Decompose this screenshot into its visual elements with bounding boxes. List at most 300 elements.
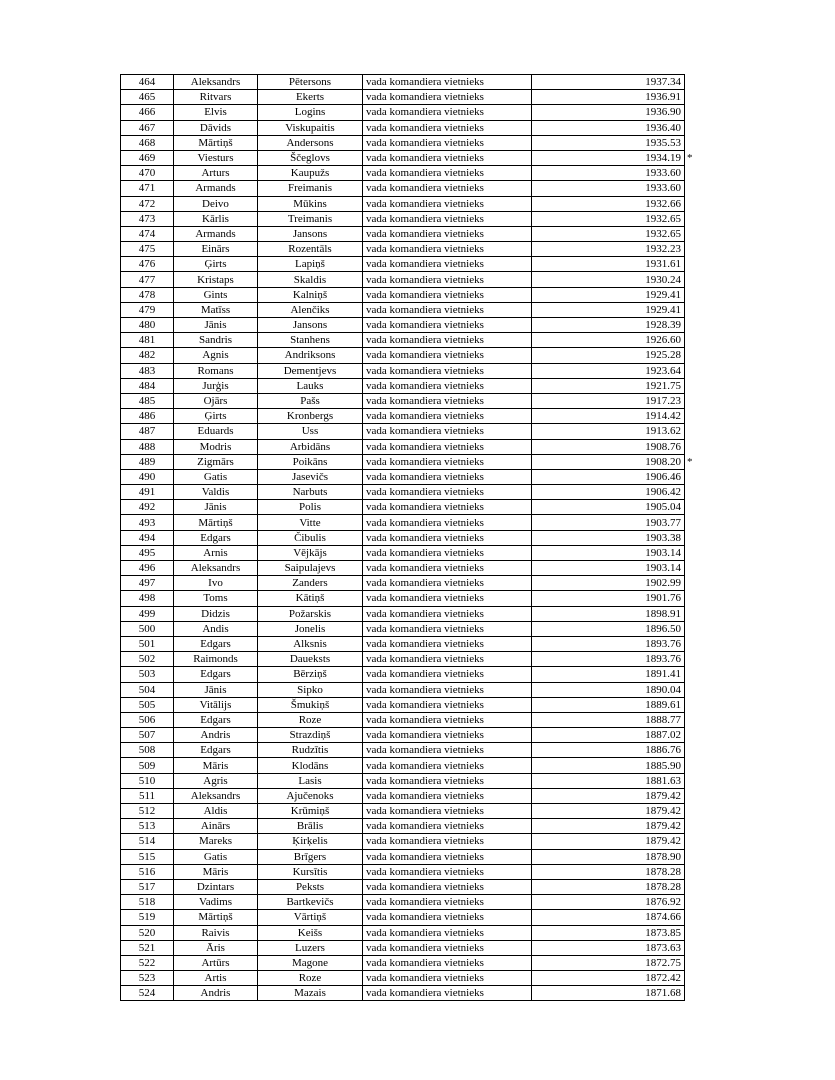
position-cell: vada komandiera vietnieks — [363, 211, 532, 226]
first-name-cell: Kārlis — [174, 211, 258, 226]
footnote-mark — [685, 181, 696, 196]
rank-number-cell: 489 — [121, 454, 174, 469]
last-name-cell: Lapiņš — [258, 257, 363, 272]
position-cell: vada komandiera vietnieks — [363, 348, 532, 363]
score-cell: 1873.85 — [532, 925, 685, 940]
rank-number-cell: 466 — [121, 105, 174, 120]
position-cell: vada komandiera vietnieks — [363, 181, 532, 196]
table-row — [121, 211, 696, 226]
first-name-cell: Jurģis — [174, 378, 258, 393]
score-cell: 1923.64 — [532, 363, 685, 378]
first-name-cell: Gints — [174, 287, 258, 302]
score-cell: 1871.68 — [532, 986, 685, 1001]
last-name-cell: Peksts — [258, 879, 363, 894]
score-cell: 1901.76 — [532, 591, 685, 606]
rank-number-cell: 514 — [121, 834, 174, 849]
rank-number-cell: 484 — [121, 378, 174, 393]
position-cell: vada komandiera vietnieks — [363, 120, 532, 135]
rank-number-cell: 512 — [121, 804, 174, 819]
first-name-cell: Arturs — [174, 166, 258, 181]
last-name-cell: Poikāns — [258, 454, 363, 469]
position-cell: vada komandiera vietnieks — [363, 196, 532, 211]
position-cell: vada komandiera vietnieks — [363, 409, 532, 424]
last-name-cell: Andriksons — [258, 348, 363, 363]
table-row — [121, 469, 696, 484]
footnote-mark — [685, 363, 696, 378]
last-name-cell: Treimanis — [258, 211, 363, 226]
last-name-cell: Ajučenoks — [258, 788, 363, 803]
first-name-cell: Raimonds — [174, 652, 258, 667]
table-row — [121, 971, 696, 986]
rank-number-cell: 467 — [121, 120, 174, 135]
first-name-cell: Jānis — [174, 318, 258, 333]
rank-number-cell: 504 — [121, 682, 174, 697]
table-row — [121, 196, 696, 211]
position-cell: vada komandiera vietnieks — [363, 166, 532, 181]
footnote-mark — [685, 682, 696, 697]
score-cell: 1932.65 — [532, 226, 685, 241]
ranking-sheet — [120, 74, 696, 1001]
footnote-mark — [685, 758, 696, 773]
footnote-mark — [685, 75, 696, 90]
score-cell: 1933.60 — [532, 181, 685, 196]
first-name-cell: Andris — [174, 728, 258, 743]
rank-number-cell: 509 — [121, 758, 174, 773]
position-cell: vada komandiera vietnieks — [363, 955, 532, 970]
position-cell: vada komandiera vietnieks — [363, 75, 532, 90]
position-cell: vada komandiera vietnieks — [363, 591, 532, 606]
rank-number-cell: 486 — [121, 409, 174, 424]
rank-number-cell: 493 — [121, 515, 174, 530]
footnote-mark — [685, 804, 696, 819]
last-name-cell: Lasis — [258, 773, 363, 788]
last-name-cell: Stanhens — [258, 333, 363, 348]
footnote-mark — [685, 439, 696, 454]
position-cell: vada komandiera vietnieks — [363, 135, 532, 150]
first-name-cell: Gatis — [174, 849, 258, 864]
last-name-cell: Logins — [258, 105, 363, 120]
table-row — [121, 120, 696, 135]
position-cell: vada komandiera vietnieks — [363, 424, 532, 439]
last-name-cell: Andersons — [258, 135, 363, 150]
table-row — [121, 652, 696, 667]
footnote-mark — [685, 485, 696, 500]
rank-number-cell: 478 — [121, 287, 174, 302]
ranking-table-body — [121, 75, 696, 1001]
rank-number-cell: 506 — [121, 712, 174, 727]
table-row — [121, 90, 696, 105]
first-name-cell: Artūrs — [174, 955, 258, 970]
rank-number-cell: 521 — [121, 940, 174, 955]
score-cell: 1936.90 — [532, 105, 685, 120]
footnote-mark — [685, 895, 696, 910]
footnote-mark — [685, 287, 696, 302]
first-name-cell: Aldis — [174, 804, 258, 819]
table-row — [121, 606, 696, 621]
score-cell: 1893.76 — [532, 636, 685, 651]
first-name-cell: Edgars — [174, 530, 258, 545]
position-cell: vada komandiera vietnieks — [363, 819, 532, 834]
rank-number-cell: 482 — [121, 348, 174, 363]
footnote-mark — [685, 105, 696, 120]
position-cell: vada komandiera vietnieks — [363, 788, 532, 803]
first-name-cell: Mareks — [174, 834, 258, 849]
score-cell: 1929.41 — [532, 287, 685, 302]
score-cell: 1888.77 — [532, 712, 685, 727]
first-name-cell: Dāvids — [174, 120, 258, 135]
score-cell: 1902.99 — [532, 576, 685, 591]
score-cell: 1879.42 — [532, 804, 685, 819]
last-name-cell: Kursītis — [258, 864, 363, 879]
last-name-cell: Čibulis — [258, 530, 363, 545]
first-name-cell: Deivo — [174, 196, 258, 211]
position-cell: vada komandiera vietnieks — [363, 682, 532, 697]
rank-number-cell: 483 — [121, 363, 174, 378]
first-name-cell: Dzintars — [174, 879, 258, 894]
footnote-mark — [685, 849, 696, 864]
footnote-mark — [685, 196, 696, 211]
table-row — [121, 257, 696, 272]
last-name-cell: Lauks — [258, 378, 363, 393]
position-cell: vada komandiera vietnieks — [363, 910, 532, 925]
table-row — [121, 561, 696, 576]
first-name-cell: Einārs — [174, 242, 258, 257]
rank-number-cell: 501 — [121, 636, 174, 651]
table-row — [121, 788, 696, 803]
last-name-cell: Mūkins — [258, 196, 363, 211]
footnote-mark — [685, 652, 696, 667]
first-name-cell: Ojārs — [174, 393, 258, 408]
table-row — [121, 804, 696, 819]
position-cell: vada komandiera vietnieks — [363, 485, 532, 500]
score-cell: 1889.61 — [532, 697, 685, 712]
table-row — [121, 287, 696, 302]
last-name-cell: Zanders — [258, 576, 363, 591]
score-cell: 1932.66 — [532, 196, 685, 211]
table-row — [121, 910, 696, 925]
table-row — [121, 879, 696, 894]
last-name-cell: Skaldis — [258, 272, 363, 287]
score-cell: 1931.61 — [532, 257, 685, 272]
first-name-cell: Andris — [174, 986, 258, 1001]
footnote-mark — [685, 743, 696, 758]
footnote-mark — [685, 925, 696, 940]
last-name-cell: Dementjevs — [258, 363, 363, 378]
score-cell: 1886.76 — [532, 743, 685, 758]
footnote-mark — [685, 469, 696, 484]
first-name-cell: Sandris — [174, 333, 258, 348]
position-cell: vada komandiera vietnieks — [363, 606, 532, 621]
first-name-cell: Edgars — [174, 636, 258, 651]
table-row — [121, 545, 696, 560]
position-cell: vada komandiera vietnieks — [363, 728, 532, 743]
footnote-mark — [685, 576, 696, 591]
score-cell: 1879.42 — [532, 819, 685, 834]
position-cell: vada komandiera vietnieks — [363, 864, 532, 879]
table-row — [121, 667, 696, 682]
footnote-mark — [685, 636, 696, 651]
table-row — [121, 363, 696, 378]
table-row — [121, 712, 696, 727]
footnote-mark — [685, 409, 696, 424]
table-row — [121, 591, 696, 606]
rank-number-cell: 496 — [121, 561, 174, 576]
footnote-mark — [685, 226, 696, 241]
rank-number-cell: 475 — [121, 242, 174, 257]
table-row — [121, 75, 696, 90]
footnote-mark — [685, 393, 696, 408]
position-cell: vada komandiera vietnieks — [363, 971, 532, 986]
last-name-cell: Klodāns — [258, 758, 363, 773]
score-cell: 1890.04 — [532, 682, 685, 697]
first-name-cell: Kristaps — [174, 272, 258, 287]
last-name-cell: Vējkājs — [258, 545, 363, 560]
position-cell: vada komandiera vietnieks — [363, 636, 532, 651]
position-cell: vada komandiera vietnieks — [363, 652, 532, 667]
table-row — [121, 439, 696, 454]
first-name-cell: Arnis — [174, 545, 258, 560]
rank-number-cell: 488 — [121, 439, 174, 454]
table-row — [121, 302, 696, 317]
first-name-cell: Artis — [174, 971, 258, 986]
table-row — [121, 697, 696, 712]
table-row — [121, 819, 696, 834]
footnote-mark — [685, 728, 696, 743]
footnote-mark — [685, 591, 696, 606]
first-name-cell: Armands — [174, 181, 258, 196]
last-name-cell: Pētersons — [258, 75, 363, 90]
table-row — [121, 530, 696, 545]
footnote-mark — [685, 712, 696, 727]
footnote-mark — [685, 879, 696, 894]
rank-number-cell: 507 — [121, 728, 174, 743]
footnote-mark — [685, 272, 696, 287]
score-cell: 1878.28 — [532, 879, 685, 894]
position-cell: vada komandiera vietnieks — [363, 378, 532, 393]
rank-number-cell: 518 — [121, 895, 174, 910]
first-name-cell: Didzis — [174, 606, 258, 621]
rank-number-cell: 508 — [121, 743, 174, 758]
ranking-table — [120, 74, 696, 1001]
position-cell: vada komandiera vietnieks — [363, 697, 532, 712]
score-cell: 1893.76 — [532, 652, 685, 667]
first-name-cell: Jānis — [174, 682, 258, 697]
position-cell: vada komandiera vietnieks — [363, 879, 532, 894]
position-cell: vada komandiera vietnieks — [363, 986, 532, 1001]
position-cell: vada komandiera vietnieks — [363, 545, 532, 560]
last-name-cell: Bērziņš — [258, 667, 363, 682]
last-name-cell: Požarskis — [258, 606, 363, 621]
rank-number-cell: 470 — [121, 166, 174, 181]
first-name-cell: Modris — [174, 439, 258, 454]
first-name-cell: Edgars — [174, 667, 258, 682]
last-name-cell: Sipko — [258, 682, 363, 697]
score-cell: 1878.90 — [532, 849, 685, 864]
last-name-cell: Polis — [258, 500, 363, 515]
score-cell: 1921.75 — [532, 378, 685, 393]
first-name-cell: Viesturs — [174, 150, 258, 165]
table-row — [121, 378, 696, 393]
score-cell: 1908.20 — [532, 454, 685, 469]
table-row — [121, 166, 696, 181]
score-cell: 1898.91 — [532, 606, 685, 621]
position-cell: vada komandiera vietnieks — [363, 925, 532, 940]
table-row — [121, 181, 696, 196]
last-name-cell: Jasevičs — [258, 469, 363, 484]
table-row — [121, 864, 696, 879]
first-name-cell: Raivis — [174, 925, 258, 940]
last-name-cell: Ekerts — [258, 90, 363, 105]
footnote-mark: * — [687, 455, 693, 468]
rank-number-cell: 494 — [121, 530, 174, 545]
first-name-cell: Ritvars — [174, 90, 258, 105]
score-cell: 1937.34 — [532, 75, 685, 90]
first-name-cell: Mārtiņš — [174, 910, 258, 925]
score-cell: 1926.60 — [532, 333, 685, 348]
footnote-mark — [685, 166, 696, 181]
score-cell: 1914.42 — [532, 409, 685, 424]
score-cell: 1881.63 — [532, 773, 685, 788]
last-name-cell: Magone — [258, 955, 363, 970]
score-cell: 1878.28 — [532, 864, 685, 879]
score-cell: 1879.42 — [532, 788, 685, 803]
footnote-mark — [685, 606, 696, 621]
footnote-mark — [685, 986, 696, 1001]
score-cell: 1885.90 — [532, 758, 685, 773]
footnote-mark — [685, 135, 696, 150]
table-row — [121, 333, 696, 348]
score-cell: 1903.14 — [532, 545, 685, 560]
footnote-mark — [685, 621, 696, 636]
table-row — [121, 318, 696, 333]
rank-number-cell: 510 — [121, 773, 174, 788]
score-cell: 1936.40 — [532, 120, 685, 135]
footnote-mark — [685, 773, 696, 788]
first-name-cell: Edgars — [174, 743, 258, 758]
rank-number-cell: 477 — [121, 272, 174, 287]
footnote-mark — [685, 211, 696, 226]
position-cell: vada komandiera vietnieks — [363, 667, 532, 682]
rank-number-cell: 495 — [121, 545, 174, 560]
position-cell: vada komandiera vietnieks — [363, 150, 532, 165]
footnote-mark — [685, 955, 696, 970]
score-cell: 1929.41 — [532, 302, 685, 317]
table-row — [121, 409, 696, 424]
last-name-cell: Vārtiņš — [258, 910, 363, 925]
footnote-mark — [685, 424, 696, 439]
rank-number-cell: 487 — [121, 424, 174, 439]
rank-number-cell: 515 — [121, 849, 174, 864]
first-name-cell: Ainārs — [174, 819, 258, 834]
first-name-cell: Ivo — [174, 576, 258, 591]
first-name-cell: Aleksandrs — [174, 561, 258, 576]
rank-number-cell: 471 — [121, 181, 174, 196]
position-cell: vada komandiera vietnieks — [363, 561, 532, 576]
rank-number-cell: 511 — [121, 788, 174, 803]
rank-number-cell: 502 — [121, 652, 174, 667]
score-cell: 1935.53 — [532, 135, 685, 150]
position-cell: vada komandiera vietnieks — [363, 242, 532, 257]
score-cell: 1873.63 — [532, 940, 685, 955]
rank-number-cell: 468 — [121, 135, 174, 150]
footnote-mark — [685, 819, 696, 834]
score-cell: 1872.42 — [532, 971, 685, 986]
score-cell: 1906.46 — [532, 469, 685, 484]
last-name-cell: Rudzītis — [258, 743, 363, 758]
first-name-cell: Aleksandrs — [174, 75, 258, 90]
first-name-cell: Māris — [174, 758, 258, 773]
footnote-mark — [685, 910, 696, 925]
rank-number-cell: 490 — [121, 469, 174, 484]
position-cell: vada komandiera vietnieks — [363, 257, 532, 272]
score-cell: 1903.77 — [532, 515, 685, 530]
rank-number-cell: 523 — [121, 971, 174, 986]
position-cell: vada komandiera vietnieks — [363, 500, 532, 515]
footnote-mark — [685, 530, 696, 545]
position-cell: vada komandiera vietnieks — [363, 773, 532, 788]
table-row — [121, 682, 696, 697]
rank-number-cell: 474 — [121, 226, 174, 241]
first-name-cell: Agnis — [174, 348, 258, 363]
first-name-cell: Vadims — [174, 895, 258, 910]
position-cell: vada komandiera vietnieks — [363, 318, 532, 333]
last-name-cell: Šmukiņš — [258, 697, 363, 712]
score-cell: 1933.60 — [532, 166, 685, 181]
first-name-cell: Toms — [174, 591, 258, 606]
score-cell: 1930.24 — [532, 272, 685, 287]
first-name-cell: Zigmārs — [174, 454, 258, 469]
last-name-cell: Keišs — [258, 925, 363, 940]
score-cell: 1934.19 — [532, 150, 685, 165]
last-name-cell: Uss — [258, 424, 363, 439]
first-name-cell: Elvis — [174, 105, 258, 120]
table-row — [121, 454, 696, 469]
score-cell: 1906.42 — [532, 485, 685, 500]
last-name-cell: Kronbergs — [258, 409, 363, 424]
table-row — [121, 758, 696, 773]
rank-number-cell: 464 — [121, 75, 174, 90]
table-row — [121, 986, 696, 1001]
table-row — [121, 105, 696, 120]
position-cell: vada komandiera vietnieks — [363, 469, 532, 484]
rank-number-cell: 476 — [121, 257, 174, 272]
position-cell: vada komandiera vietnieks — [363, 90, 532, 105]
table-row — [121, 940, 696, 955]
rank-number-cell: 503 — [121, 667, 174, 682]
first-name-cell: Aleksandrs — [174, 788, 258, 803]
rank-number-cell: 517 — [121, 879, 174, 894]
position-cell: vada komandiera vietnieks — [363, 363, 532, 378]
footnote-mark — [685, 318, 696, 333]
footnote-mark — [685, 515, 696, 530]
footnote-mark — [685, 348, 696, 363]
table-row — [121, 955, 696, 970]
rank-number-cell: 520 — [121, 925, 174, 940]
footnote-mark — [685, 940, 696, 955]
position-cell: vada komandiera vietnieks — [363, 439, 532, 454]
last-name-cell: Alenčiks — [258, 302, 363, 317]
position-cell: vada komandiera vietnieks — [363, 393, 532, 408]
position-cell: vada komandiera vietnieks — [363, 849, 532, 864]
position-cell: vada komandiera vietnieks — [363, 302, 532, 317]
first-name-cell: Jānis — [174, 500, 258, 515]
footnote-mark — [685, 545, 696, 560]
last-name-cell: Narbuts — [258, 485, 363, 500]
table-row — [121, 150, 696, 165]
footnote-mark — [685, 788, 696, 803]
footnote-mark — [685, 971, 696, 986]
position-cell: vada komandiera vietnieks — [363, 834, 532, 849]
